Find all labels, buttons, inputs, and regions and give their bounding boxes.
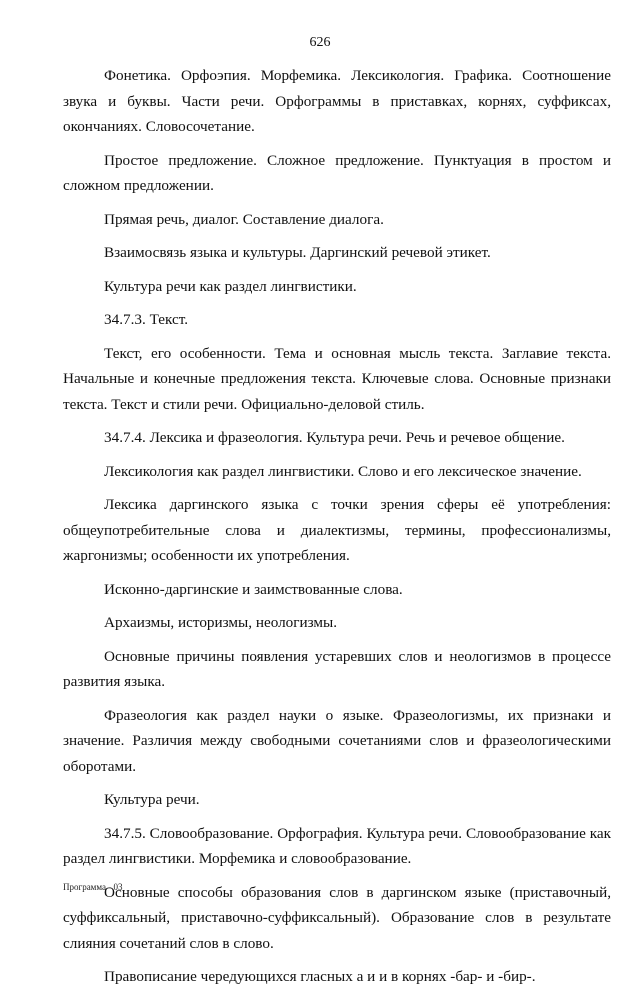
paragraph-language-culture: Взаимосвязь языка и культуры. Даргинский речевой этикет. [104, 244, 491, 261]
paragraph-obsolete-reasons: Основные причины появления устаревших слов и неологизмов в процессе развития языка. [63, 647, 611, 690]
paragraph-lexicology: Лексикология как раздел лингвистики. Слово и его лексическое значение. [104, 462, 582, 480]
footer-program-label: Программа - 03 [63, 882, 123, 892]
paragraph-speech-culture: Культура речи как раздел лингвистики. [104, 277, 357, 295]
section-heading-lexicon: 34.7.4. Лексика и фразеология. Культура речи. Речь и речевое общение. [104, 429, 565, 446]
paragraph-text-features: Текст, его особенности. Тема и основная мысль текста. Заглавие текста. Начальные и конечные предложения текста. Ключевые слова. Основные признаки текста. Текст и стили речи. Официально-деловой стиль. [63, 344, 611, 413]
paragraph-direct-speech: Прямая речь, диалог. Составление диалога. [104, 210, 384, 228]
paragraph-phonetics-overview: Фонетика. Орфоэпия. Морфемика. Лексикология. Графика. Соотношение звука и буквы. Части речи. Орфограммы в приставках, корнях, суффиксах, окончаниях. Словосочетание. [63, 67, 611, 135]
section-heading-text: 34.7.3. Текст. [104, 311, 189, 328]
paragraph-formation-methods: Основные способы образования слов в даргинском языке (приставочный, суффиксальный, приставочно-суффиксальный). Образование слов в результате слияния сочетаний слов в слово. [63, 883, 611, 952]
paragraph-native-borrowed: Исконно-даргинские и заимствованные слова. [104, 580, 403, 598]
document-body [63, 63, 611, 998]
paragraph-lexicon-usage: Лексика даргинского языка с точки зрения сферы её употребления: общеупотребительные слова и диалектизмы, термины, профессионализмы, жаргонизмы; особенности их употребления. [63, 496, 611, 564]
paragraph-phraseology: Фразеология как раздел науки о языке. Фразеологизмы, их признаки и значение. Различия между свободными сочетаниями слов и фразеологическими оборотами. [63, 706, 611, 775]
paragraph-archaisms: Архаизмы, историзмы, неологизмы. [104, 614, 338, 631]
section-heading-word-formation: 34.7.5. Словообразование. Орфография. Культура речи. Словообразование как раздел лингвистики. Морфемика и словообразование. [63, 824, 611, 867]
page-number: 626 [309, 35, 331, 50]
paragraph-vowel-alternation: Правописание чередующихся гласных а и и в корнях -бар- и -бир-. [104, 968, 536, 985]
paragraph-culture-of-speech: Культура речи. [104, 791, 200, 808]
paragraph-sentence-types: Простое предложение. Сложное предложение. Пунктуация в простом и сложном предложении. [63, 151, 611, 194]
